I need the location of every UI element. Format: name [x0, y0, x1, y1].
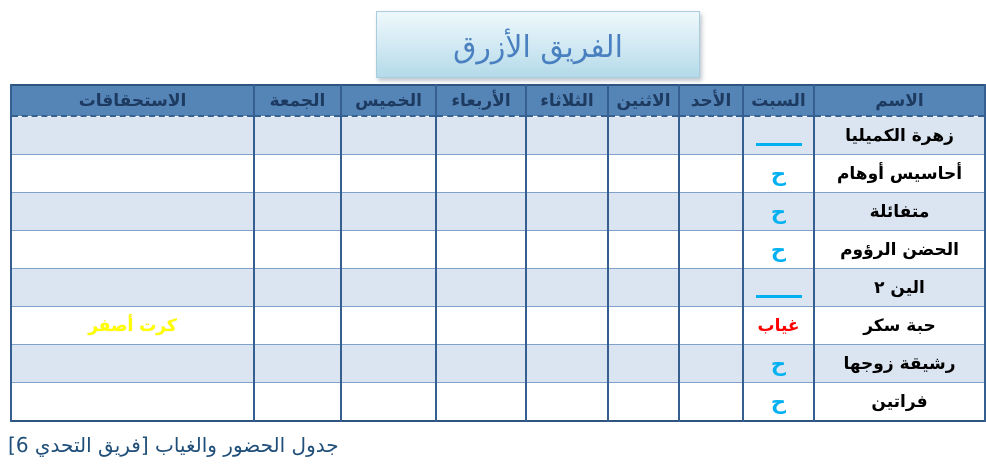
- attendance-mark-present: ح: [770, 161, 787, 186]
- dues-cell: [11, 269, 254, 307]
- day-cell-sun: [679, 231, 743, 269]
- attendance-mark-present: ح: [770, 351, 787, 376]
- name-cell: زهرة الكميليا: [814, 116, 985, 155]
- day-cell-mon: [608, 231, 679, 269]
- day-cell-tue: [526, 345, 608, 383]
- day-cell-sat: [743, 307, 814, 345]
- day-cell-sun: [679, 269, 743, 307]
- table-row: [11, 155, 985, 193]
- day-cell-sat: [743, 193, 814, 231]
- team-title-box: [376, 11, 700, 78]
- day-cell-fri: [254, 307, 341, 345]
- day-cell-fri: [254, 269, 341, 307]
- day-cell-fri: [254, 155, 341, 193]
- day-cell-fri: [254, 383, 341, 422]
- day-cell-fri: [254, 345, 341, 383]
- dues-cell: [11, 193, 254, 231]
- day-cell-thu: [341, 155, 436, 193]
- day-cell-sun: [679, 383, 743, 422]
- day-cell-sun: [679, 345, 743, 383]
- day-cell-sun: [679, 193, 743, 231]
- attendance-mark-absent: غياب: [757, 315, 800, 336]
- table-caption: جدول الحضور والغياب [فريق التحدي 6]: [8, 433, 339, 457]
- day-cell-tue: [526, 155, 608, 193]
- table-row: [11, 345, 985, 383]
- day-cell-sat: [743, 383, 814, 422]
- day-cell-sun: [679, 116, 743, 155]
- name-cell: فراتين: [814, 383, 985, 422]
- attendance-table-body: [11, 116, 985, 421]
- day-cell-fri: [254, 116, 341, 155]
- table-row: [11, 383, 985, 422]
- attendance-line-mark: [756, 295, 802, 298]
- day-cell-sat: [743, 116, 814, 155]
- day-cell-sat: [743, 345, 814, 383]
- dues-cell: [11, 345, 254, 383]
- day-cell-sat: [743, 155, 814, 193]
- name-cell: الحضن الرؤوم: [814, 231, 985, 269]
- day-cell-wed: [436, 269, 526, 307]
- day-cell-fri: [254, 231, 341, 269]
- day-cell-tue: [526, 193, 608, 231]
- day-cell-wed: [436, 231, 526, 269]
- day-cell-thu: [341, 193, 436, 231]
- day-cell-thu: [341, 307, 436, 345]
- day-cell-tue: [526, 231, 608, 269]
- table-header: [11, 85, 985, 116]
- table-row: [11, 193, 985, 231]
- column-header-tuesday: الثلاثاء: [526, 85, 608, 116]
- day-cell-mon: [608, 155, 679, 193]
- day-cell-tue: [526, 269, 608, 307]
- column-header-saturday: السبت: [743, 85, 814, 116]
- attendance-mark-present: ح: [770, 389, 787, 414]
- day-cell-thu: [341, 383, 436, 422]
- day-cell-fri: [254, 193, 341, 231]
- dues-cell: [11, 155, 254, 193]
- page-title: الفريق الأزرق: [453, 29, 623, 65]
- name-cell: رشيقة زوجها: [814, 345, 985, 383]
- column-header-monday: الاثنين: [608, 85, 679, 116]
- dues-cell: [11, 231, 254, 269]
- column-header-dues: الاستحقاقات: [11, 85, 254, 116]
- day-cell-wed: [436, 307, 526, 345]
- name-cell: أحاسيس أوهام: [814, 155, 985, 193]
- column-header-thursday: الخميس: [341, 85, 436, 116]
- day-cell-sun: [679, 155, 743, 193]
- day-cell-sat: [743, 269, 814, 307]
- column-header-sunday: الأحد: [679, 85, 743, 116]
- column-header-friday: الجمعة: [254, 85, 341, 116]
- day-cell-mon: [608, 269, 679, 307]
- day-cell-mon: [608, 307, 679, 345]
- name-cell: متفائلة: [814, 193, 985, 231]
- dues-cell: [11, 116, 254, 155]
- day-cell-wed: [436, 193, 526, 231]
- day-cell-wed: [436, 345, 526, 383]
- day-cell-thu: [341, 345, 436, 383]
- table-row: [11, 116, 985, 155]
- day-cell-sun: [679, 307, 743, 345]
- day-cell-tue: [526, 383, 608, 422]
- day-cell-thu: [341, 231, 436, 269]
- header-row: [11, 85, 985, 116]
- day-cell-wed: [436, 116, 526, 155]
- name-cell: حبة سكر: [814, 307, 985, 345]
- attendance-mark-present: ح: [770, 199, 787, 224]
- day-cell-mon: [608, 345, 679, 383]
- day-cell-mon: [608, 116, 679, 155]
- attendance-mark-yellow-card: كرت أصفر: [88, 315, 177, 336]
- table-row: [11, 269, 985, 307]
- day-cell-tue: [526, 116, 608, 155]
- table-row: [11, 231, 985, 269]
- name-cell: الين ٢: [814, 269, 985, 307]
- day-cell-thu: [341, 269, 436, 307]
- dues-cell: [11, 307, 254, 345]
- day-cell-thu: [341, 116, 436, 155]
- day-cell-sat: [743, 231, 814, 269]
- day-cell-tue: [526, 307, 608, 345]
- attendance-table: [10, 84, 986, 422]
- dues-cell: [11, 383, 254, 422]
- day-cell-wed: [436, 383, 526, 422]
- column-header-name: الاسم: [814, 85, 985, 116]
- attendance-line-mark: [756, 143, 802, 146]
- day-cell-wed: [436, 155, 526, 193]
- column-header-wednesday: الأربعاء: [436, 85, 526, 116]
- day-cell-mon: [608, 193, 679, 231]
- table-row: [11, 307, 985, 345]
- day-cell-mon: [608, 383, 679, 422]
- attendance-mark-present: ح: [770, 237, 787, 262]
